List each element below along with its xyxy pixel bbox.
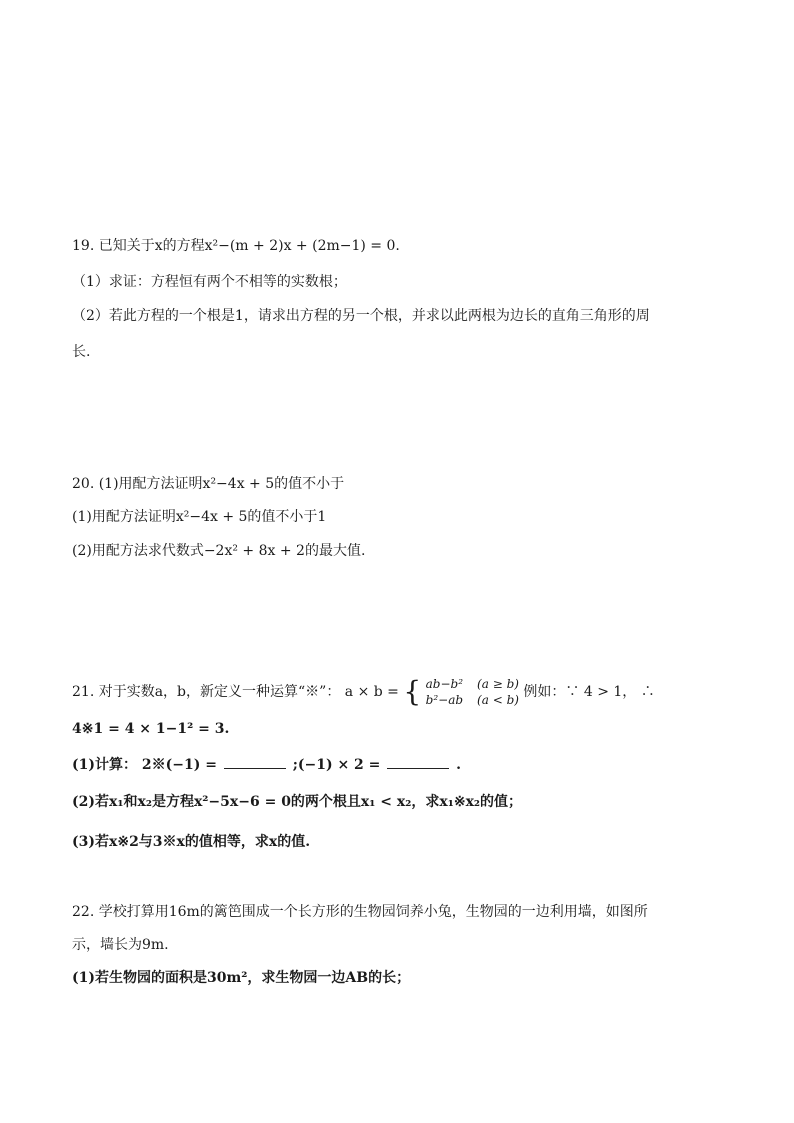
left-brace-icon: { [403, 675, 422, 708]
q20-part1: (1)用配方法证明x²−4x + 5的值不小于1 [72, 509, 327, 525]
q20-stem: 20. (1)用配方法证明x²−4x + 5的值不小于 [72, 476, 345, 492]
q21-case1-expr: ab−b² [425, 677, 464, 691]
q22-stem-line2: 示，墙长为9m. [72, 937, 169, 953]
q21-case2-cond: (a < b) [477, 693, 519, 707]
q19-part2-line1: （2）若此方程的一个根是1，请求出方程的另一个根，并求以此两根为边长的直角三角形的周 [72, 308, 650, 324]
q21-piecewise-definition [403, 676, 519, 708]
q21-case2-expr: b²−ab [425, 693, 464, 707]
q21-stem-post: 例如：∵ 4 > 1， ∴ [523, 684, 655, 700]
q21-case2 [426, 692, 519, 708]
answer-blank-1[interactable] [224, 756, 286, 769]
answer-blank-2[interactable] [387, 756, 449, 769]
q19-part1: （1）求证：方程恒有两个不相等的实数根； [72, 274, 347, 290]
q21-example: 4※1 = 4 × 1−1² = 3. [72, 721, 230, 737]
q21-part1-mid: ;(−1) × 2 = [292, 757, 381, 773]
q22-part1: (1)若生物园的面积是30m²，求生物园一边AB的长； [72, 970, 411, 986]
q21-part2: (2)若x₁和x₂是方程x²−5x−6 = 0的两个根且x₁ < x₂，求x₁※x₂的值； [72, 794, 523, 810]
q20-part2: (2)用配方法求代数式−2x² + 8x + 2的最大值. [72, 543, 366, 559]
q21-cases [426, 676, 519, 708]
q21-stem-pre: 21. 对于实数a，b，新定义一种运算“※”： a × b = [72, 684, 399, 700]
q21-part1-end: . [456, 757, 462, 773]
q19-part2-line2: 长. [72, 344, 91, 360]
q22-stem-line1: 22. 学校打算用16m的篱笆围成一个长方形的生物园饲养小兔，生物园的一边利用墙，如图所 [72, 904, 648, 920]
q21-part3: (3)若x※2与3※x的值相等，求x的值. [72, 834, 311, 850]
q21-case1-cond: (a ≥ b) [477, 677, 519, 691]
q21-stem [72, 676, 655, 708]
q21-part1-pre: (1)计算： 2※(−1) = [72, 757, 217, 773]
q21-case1 [426, 676, 519, 692]
q19-stem: 19. 已知关于x的方程x²−(m + 2)x + (2m−1) = 0. [72, 238, 400, 254]
q21-part1 [72, 755, 461, 775]
